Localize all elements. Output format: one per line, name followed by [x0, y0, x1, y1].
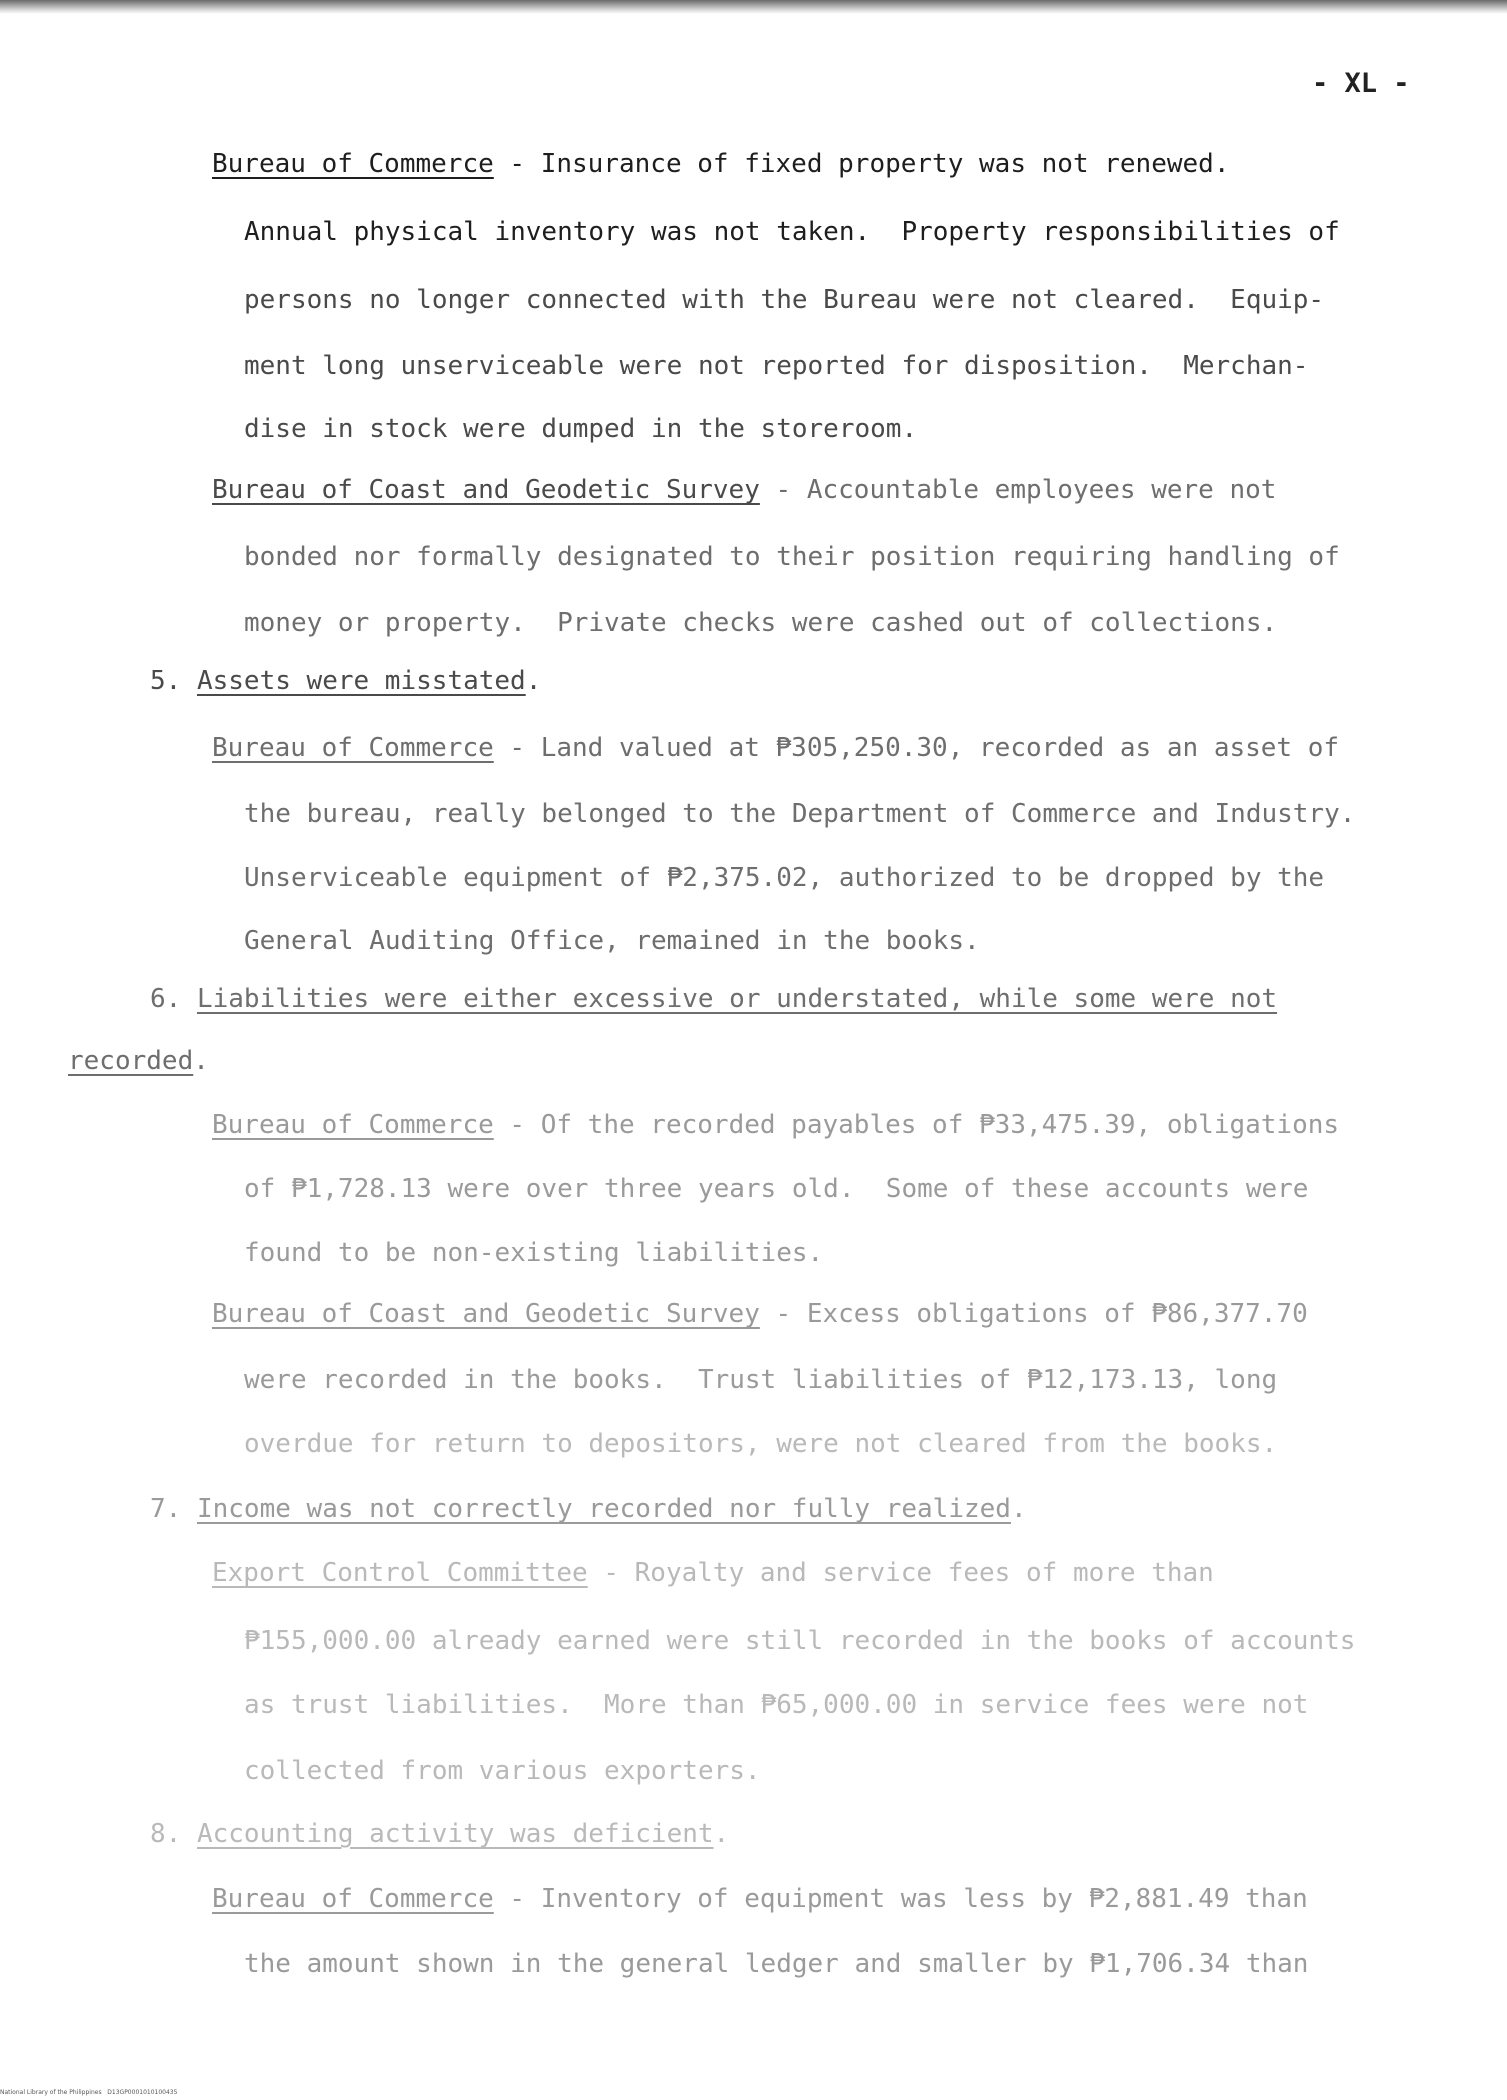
text-line: Bureau of Commerce - Land valued at ₱305,250.30, recorded as an asset of [212, 733, 1340, 763]
text-line: Unserviceable equipment of ₱2,375.02, authorized to be dropped by the [244, 863, 1325, 893]
text-line: ₱155,000.00 already earned were still recorded in the books of accounts [244, 1626, 1356, 1656]
text-line: Bureau of Commerce - Insurance of fixed property was not renewed. [212, 149, 1230, 179]
item-heading: Accounting activity was deficient [196, 1819, 714, 1849]
section-heading: Bureau of Commerce [212, 733, 494, 763]
text-line: overdue for return to depositors, were not cleared from the books. [244, 1429, 1278, 1459]
text-line: ment long unserviceable were not reported for disposition. Merchan- [244, 351, 1309, 381]
item-heading: Income was not correctly recorded nor fully realized [196, 1494, 1011, 1524]
text-line: of ₱1,728.13 were over three years old. Some of these accounts were [244, 1174, 1309, 1204]
text-line: money or property. Private checks were cashed out of collections. [244, 608, 1278, 638]
scan-footer: National Library of the Philippines D13GP0001010100435 [0, 2089, 178, 2096]
text-line: Bureau of Commerce - Of the recorded payables of ₱33,475.39, obligations [212, 1110, 1340, 1140]
item-heading: Assets were misstated [196, 666, 526, 696]
list-item: 5. Assets were misstated. [150, 666, 542, 696]
list-item: 7. Income was not correctly recorded nor fully realized. [150, 1494, 1027, 1524]
text-line: bonded nor formally designated to their position requiring handling of [244, 542, 1340, 572]
section-heading: Bureau of Commerce [212, 1884, 494, 1914]
text-line: were recorded in the books. Trust liabilities of ₱12,173.13, long [244, 1365, 1278, 1395]
section-heading: Export Control Committee [212, 1558, 588, 1588]
section-heading: Bureau of Coast and Geodetic Survey [212, 1299, 760, 1329]
section-heading: Bureau of Commerce [212, 1110, 494, 1140]
text-line: dise in stock were dumped in the storeroom. [244, 414, 918, 444]
text-line: Annual physical inventory was not taken. Property responsibilities of [244, 217, 1340, 247]
section-heading: Bureau of Commerce [212, 149, 494, 179]
text-line: Bureau of Commerce - Inventory of equipment was less by ₱2,881.49 than [212, 1884, 1308, 1914]
page-number: - XL - [1312, 68, 1410, 99]
text-line: Export Control Committee - Royalty and service fees of more than [212, 1558, 1214, 1588]
scan-top-edge [0, 0, 1507, 14]
text-line: persons no longer connected with the Bureau were not cleared. Equip- [244, 285, 1325, 315]
text-line: Bureau of Coast and Geodetic Survey - Excess obligations of ₱86,377.70 [212, 1299, 1308, 1329]
item-heading: Liabilities were either excessive or understated, while some were not [196, 984, 1278, 1014]
text-line: Bureau of Coast and Geodetic Survey - Accountable employees were not [212, 475, 1277, 505]
text-line: found to be non-existing liabilities. [244, 1238, 824, 1268]
text-line: as trust liabilities. More than ₱65,000.00 in service fees were not [244, 1690, 1309, 1720]
text-line: the amount shown in the general ledger and smaller by ₱1,706.34 than [244, 1949, 1309, 1979]
text-line: the bureau, really belonged to the Department of Commerce and Industry. [244, 799, 1356, 829]
text-line: General Auditing Office, remained in the books. [244, 926, 980, 956]
text-line: recorded. [68, 1046, 209, 1076]
section-heading: Bureau of Coast and Geodetic Survey [212, 475, 760, 505]
list-item: 6. Liabilities were either excessive or understated, while some were not [150, 984, 1278, 1014]
text-line: collected from various exporters. [244, 1756, 761, 1786]
list-item: 8. Accounting activity was deficient. [150, 1819, 730, 1849]
